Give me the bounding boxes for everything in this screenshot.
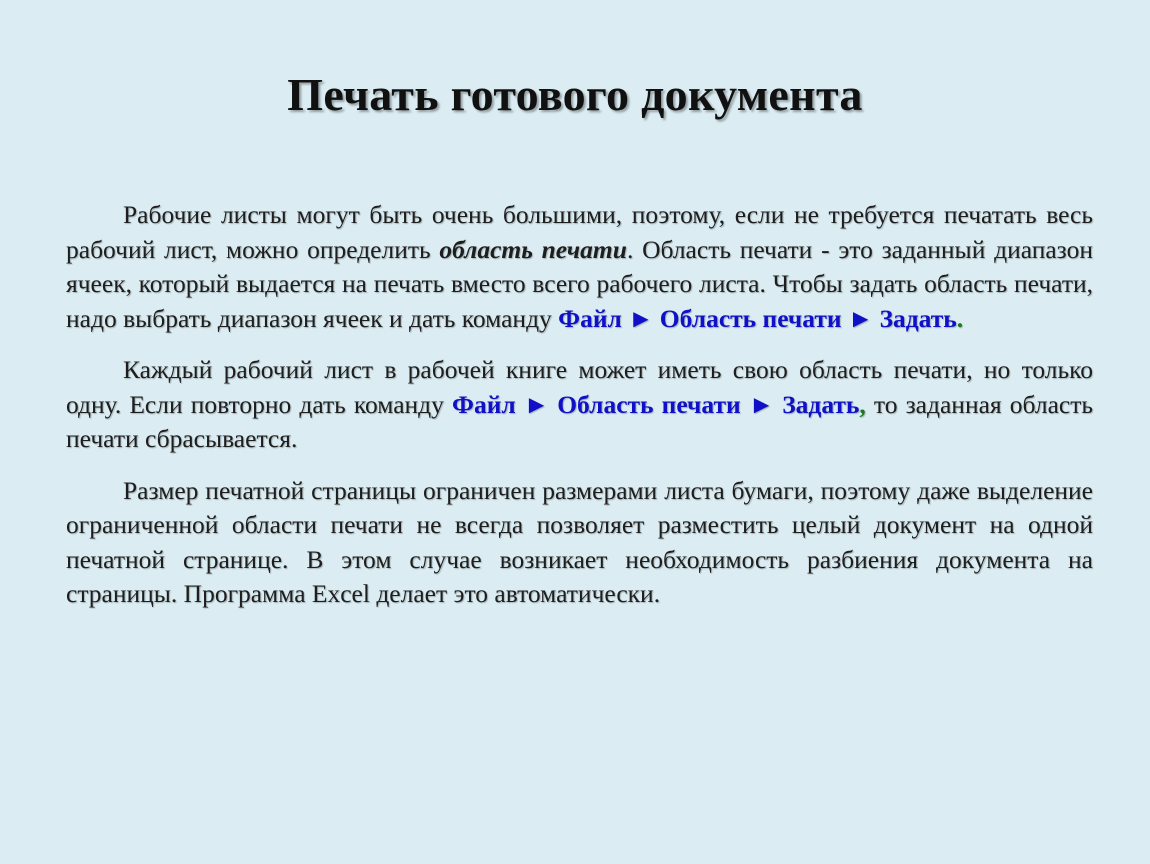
command-period: . [956, 303, 964, 333]
paragraph-print-area [66, 198, 1093, 336]
paragraph-text: Размер печатной страницы ограничен размерами листа бумаги, поэтому даже выделение ограниченной области печати не всегда позволяет разместить целый документ на одной печатной странице. В этом случае возникает необходимость разбиения документа на страницы. Программа Excel делает это автоматически. [66, 475, 1093, 608]
menu-command: Файл ► Область печати ► Задать [452, 389, 860, 419]
paragraph-text: то заданная область печати сбрасывается. [66, 389, 1093, 453]
command-comma: , [859, 389, 866, 419]
menu-command: Файл ► Область печати ► Задать [558, 303, 957, 333]
paragraph-text: Каждый рабочий лист в рабочей книге может иметь свою область печати, но только одну. Если повторно дать команду [66, 355, 1093, 419]
paragraph-text: . Область печати - это заданный диапазон ячеек, который выдается на печать вместо всего рабочего листа. Чтобы задать область печати, надо выбрать диапазон ячеек и дать команду [66, 234, 1093, 333]
paragraph-one-area-per-sheet [66, 353, 1093, 457]
emphasis-term: область печати [439, 234, 627, 264]
paragraph-text: Рабочие листы могут быть очень большими, поэтому, если не требуется печатать весь рабочий лист, можно определить [66, 200, 1093, 264]
slide-title: Печать готового документа [287, 69, 863, 120]
slide-body [66, 198, 1093, 629]
paragraph-page-breaks [66, 474, 1093, 612]
